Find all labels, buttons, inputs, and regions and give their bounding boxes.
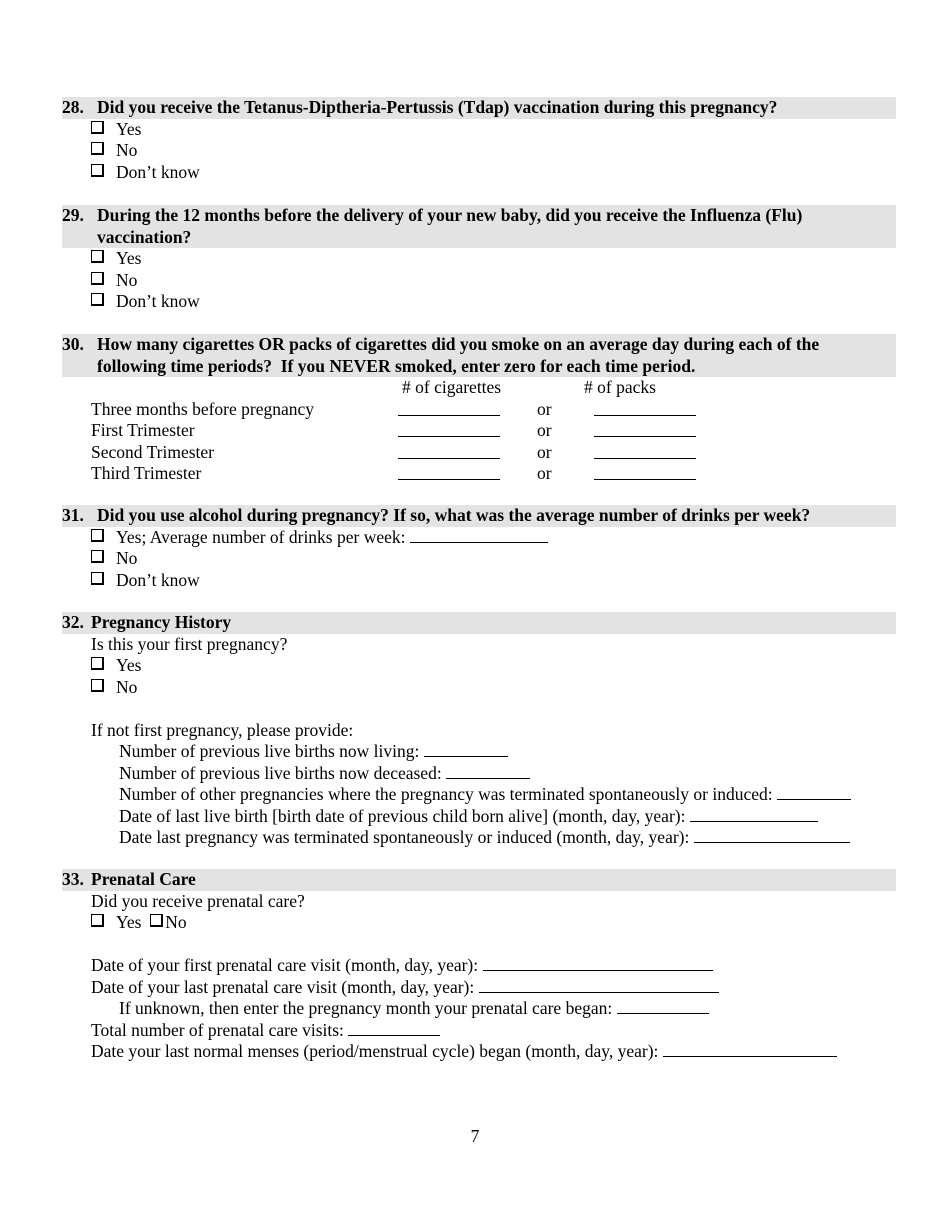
checkbox-icon[interactable] [91,272,104,285]
option-no[interactable] [62,677,896,699]
field-label: Number of previous live births now deceased: [119,762,442,783]
field-label: Date of your first prenatal care visit (month, day, year): [91,955,479,975]
last-termination-date-field [62,827,896,849]
unknown-month-input[interactable] [617,999,709,1014]
checkbox-icon[interactable] [91,529,104,542]
checkbox-icon[interactable] [150,914,163,927]
question-29-heading [62,205,896,248]
option-label: No [165,912,187,932]
first-visit-field [62,955,896,977]
smoking-row [62,442,896,464]
page-number: 7 [470,1126,480,1146]
question-28-heading [62,97,896,119]
cigarettes-input[interactable] [398,422,500,437]
question-text-line2: following time periods? If you NEVER smoked, enter zero for each time period. [97,355,696,376]
option-dont-know[interactable] [62,162,896,184]
last-live-birth-date-field [62,806,896,828]
section-title: Pregnancy History [91,612,232,632]
question-number: 30. [62,334,84,354]
option-yes[interactable] [62,527,896,549]
field-label: Date of your last prenatal care visit (month, day, year): [91,976,475,997]
other-pregnancies-field [62,784,896,806]
option-yes[interactable] [62,248,896,270]
option-yes[interactable] [91,912,141,932]
cigarettes-input[interactable] [398,444,500,459]
unknown-month-field [62,998,896,1020]
total-visits-input[interactable] [348,1021,440,1036]
question-number: 33. [62,869,84,889]
smoking-row [62,463,896,485]
question-32 [62,612,896,849]
question-33-heading [62,869,896,891]
option-label: Yes; Average number of drinks per week: [116,526,406,547]
option-yes[interactable] [62,119,896,141]
checkbox-icon[interactable] [91,572,104,585]
row-label: First Trimester [91,420,195,440]
checkbox-icon[interactable] [91,121,104,134]
prenatal-care-question: Did you receive prenatal care? [91,890,305,911]
live-births-living-input[interactable] [424,742,508,757]
option-label: No [116,140,138,160]
spacer [62,934,896,956]
option-dont-know[interactable] [62,291,896,313]
checkbox-icon[interactable] [91,142,104,155]
question-32-heading [62,612,896,634]
field-label: Total number of prenatal care visits: [91,1019,344,1040]
option-label: Yes [116,118,142,139]
question-text-line2: vaccination? [97,226,192,247]
checkbox-icon[interactable] [91,550,104,563]
row-label: Third Trimester [91,463,202,483]
not-first-pregnancy-intro: If not first pregnancy, please provide: [91,719,354,740]
or-label: or [537,441,552,462]
field-label: Date last pregnancy was terminated spontaneously or induced (month, day, year): [119,827,690,847]
option-dont-know[interactable] [62,570,896,592]
field-label: Date your last normal menses (period/menstrual cycle) began (month, day, year): [91,1041,659,1061]
question-33 [62,869,896,1063]
field-label: Number of previous live births now living: [119,741,420,761]
spacer [62,698,896,720]
packs-input[interactable] [594,444,696,459]
checkbox-icon[interactable] [91,250,104,263]
field-label: Number of other pregnancies where the pregnancy was terminated spontaneously or induced: [119,784,773,804]
smoking-row [62,420,896,442]
question-31 [62,505,896,591]
question-number: 32. [62,612,84,632]
option-label: Don’t know [116,569,200,590]
question-31-heading [62,505,896,527]
option-label: Yes [116,655,142,675]
option-no[interactable] [62,548,896,570]
option-label: No [116,548,138,568]
column-cigarettes: # of cigarettes [402,377,502,397]
or-label: or [537,398,552,419]
last-termination-date-input[interactable] [694,828,850,843]
packs-input[interactable] [594,401,696,416]
last-visit-field [62,977,896,999]
option-no[interactable] [150,912,186,932]
question-30 [62,334,896,485]
cigarettes-input[interactable] [398,465,500,480]
option-label: No [116,269,138,290]
last-live-birth-date-input[interactable] [690,807,818,822]
or-label: or [537,463,552,483]
option-yes[interactable] [62,655,896,677]
option-label: Yes [116,248,142,268]
live-births-deceased-field [62,763,896,785]
total-visits-field [62,1020,896,1042]
checkbox-icon[interactable] [91,679,104,692]
question-30-heading [62,334,896,377]
or-label: or [537,420,552,440]
cigarettes-input[interactable] [398,401,500,416]
first-pregnancy-question: Is this your first pregnancy? [91,633,288,654]
field-label: If unknown, then enter the pregnancy month your prenatal care began: [119,998,613,1018]
live-births-living-field [62,741,896,763]
smoking-row [62,399,896,421]
option-label: Don’t know [116,291,200,311]
option-label: Yes [116,912,142,932]
last-menses-input[interactable] [663,1042,837,1057]
column-packs: # of packs [584,377,656,397]
field-label: Date of last live birth [birth date of previous child born alive] (month, day, year): [119,805,686,826]
checkbox-icon[interactable] [91,164,104,177]
option-no[interactable] [62,140,896,162]
question-28 [62,97,896,183]
packs-input[interactable] [594,465,696,480]
question-text-line1: How many cigarettes OR packs of cigarettes did you smoke on an average day during each of the [97,334,820,354]
question-number: 29. [62,205,84,225]
option-label: Don’t know [116,161,200,182]
question-text-line1: During the 12 months before the delivery of your new baby, did you receive the Influenza (Flu) [97,205,803,225]
checkbox-icon[interactable] [91,657,104,670]
question-text: Did you use alcohol during pregnancy? If so, what was the average number of drinks per week? [97,505,811,525]
drinks-per-week-input[interactable] [410,528,548,543]
smoking-column-headers [62,377,896,399]
row-label: Three months before pregnancy [91,398,315,419]
packs-input[interactable] [594,422,696,437]
question-29 [62,205,896,313]
section-title: Prenatal Care [91,869,196,889]
other-pregnancies-input[interactable] [777,785,851,800]
checkbox-icon[interactable] [91,914,104,927]
live-births-deceased-input[interactable] [446,764,530,779]
prenatal-care-options [62,912,896,934]
question-text: Did you receive the Tetanus-Diptheria-Pertussis (Tdap) vaccination during this pregnancy? [97,97,778,117]
last-visit-input[interactable] [479,978,719,993]
option-label: No [116,676,138,697]
question-number: 31. [62,505,84,525]
row-label: Second Trimester [91,441,214,462]
last-menses-field [62,1041,896,1063]
checkbox-icon[interactable] [91,293,104,306]
option-no[interactable] [62,270,896,292]
question-number: 28. [62,97,84,117]
first-visit-input[interactable] [483,956,713,971]
